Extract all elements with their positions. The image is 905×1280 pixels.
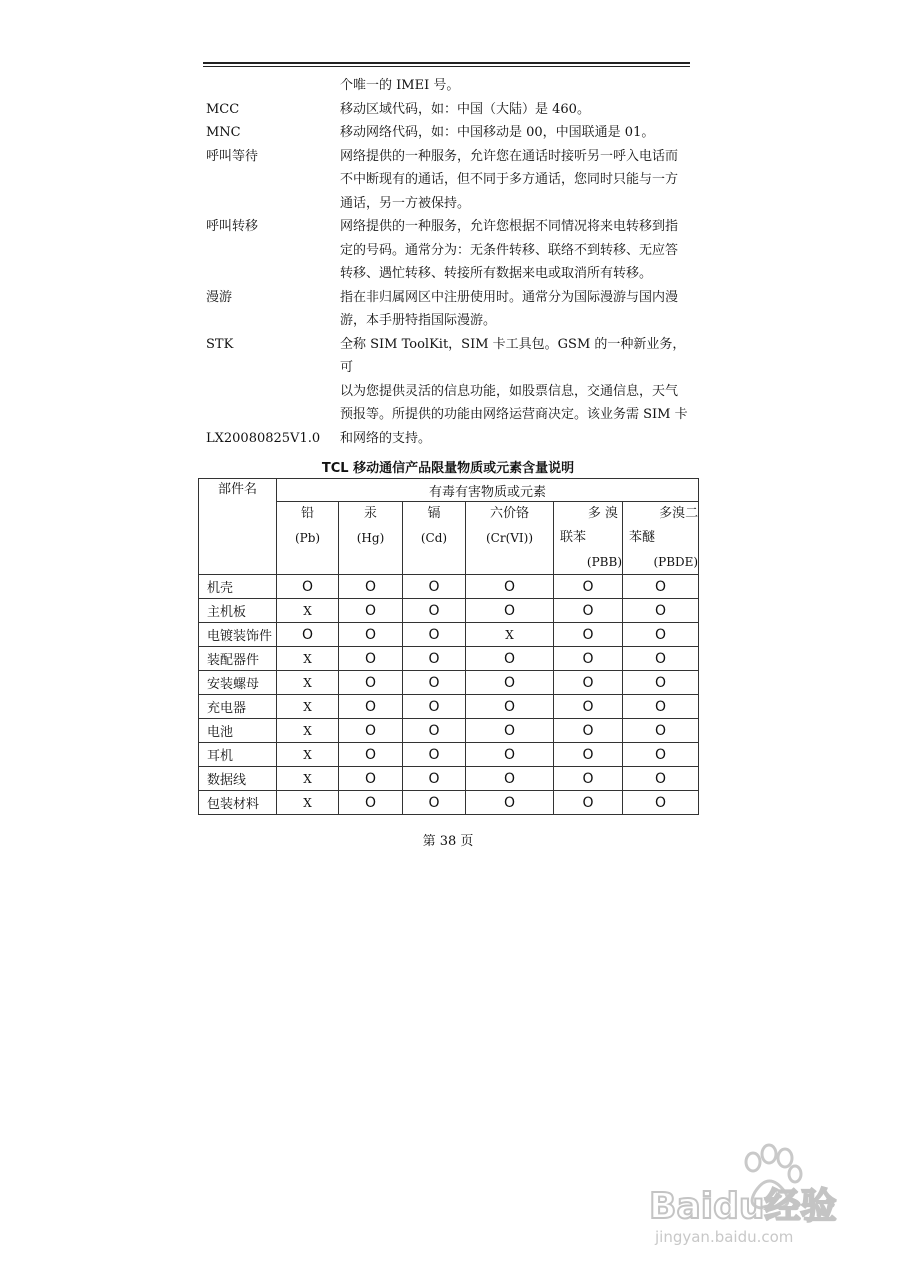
substance-table — [198, 478, 699, 815]
substance-mark: O — [466, 719, 554, 743]
substance-mark: O — [403, 671, 466, 695]
substance-symbol: (PBDE) — [653, 555, 699, 569]
substance-mark: O — [623, 671, 699, 695]
table-row — [199, 671, 699, 695]
substance-mark: X — [466, 623, 554, 647]
substance-mark: O — [554, 743, 623, 767]
substance-mark: O — [403, 599, 466, 623]
part-name: 主机板 — [199, 599, 277, 623]
substance-mark: O — [403, 719, 466, 743]
substance-header — [277, 502, 339, 575]
substance-symbol: (Pb) — [294, 531, 321, 545]
definition-line: 全称 SIM ToolKit，SIM 卡工具包。GSM 的一种新业务，可 — [340, 336, 686, 375]
substance-mark: O — [339, 623, 403, 647]
substance-mark: O — [339, 647, 403, 671]
definition-line: 以为您提供灵活的信息功能，如股票信息，交通信息，天气 — [340, 383, 679, 399]
header-rule — [203, 62, 690, 64]
substance-mark: O — [623, 575, 699, 599]
part-name: 数据线 — [199, 767, 277, 791]
definition-line: 网络提供的一种服务，允许您根据不同情况将来电转移到指 — [340, 219, 679, 234]
substance-mark: O — [623, 623, 699, 647]
substance-mark: O — [554, 623, 623, 647]
substance-name: 多溴二 — [659, 506, 699, 521]
substance-mark: O — [466, 647, 554, 671]
watermark-url: jingyan.baidu.com — [655, 1228, 794, 1246]
glossary-entry — [206, 215, 696, 286]
substance-mark: O — [339, 791, 403, 815]
group-header: 有毒有害物质或元素 — [277, 479, 699, 502]
substance-symbol: (Cr(VI)) — [485, 531, 534, 545]
substance-mark: O — [466, 743, 554, 767]
definition-line: 个唯一的 IMEI 号。 — [340, 78, 460, 93]
substance-name-cont: 联苯 — [560, 530, 587, 545]
part-header: 部件名 — [199, 479, 277, 575]
substance-mark: O — [403, 575, 466, 599]
glossary-term — [206, 74, 340, 98]
definition-line: 不中断现有的通话，但不同于多方通话，您同时只能与一方 — [340, 172, 679, 187]
substance-mark: O — [277, 623, 339, 647]
substance-mark: O — [339, 575, 403, 599]
glossary-definition — [340, 74, 696, 98]
substance-mark: X — [277, 599, 339, 623]
substance-mark: O — [339, 719, 403, 743]
baidu-watermark — [645, 1140, 875, 1250]
substance-mark: O — [554, 719, 623, 743]
substance-mark: O — [623, 695, 699, 719]
definition-line: 移动区域代码，如：中国（大陆）是 460。 — [340, 101, 590, 117]
substance-mark: X — [277, 647, 339, 671]
part-name: 安装螺母 — [199, 671, 277, 695]
substance-mark: O — [623, 647, 699, 671]
substance-mark: O — [403, 767, 466, 791]
substance-header — [623, 502, 699, 575]
header-rule-thin — [203, 66, 690, 67]
glossary-definition — [340, 286, 696, 333]
substance-header — [339, 502, 403, 575]
substance-mark: O — [623, 599, 699, 623]
table-row — [199, 647, 699, 671]
glossary — [206, 74, 696, 450]
table-row — [199, 599, 699, 623]
substance-mark: O — [466, 791, 554, 815]
substance-mark: O — [554, 695, 623, 719]
substance-symbol: (Cd) — [420, 531, 448, 545]
substance-name-cont: 苯醚 — [629, 530, 656, 545]
table-row — [199, 743, 699, 767]
substance-mark: O — [403, 647, 466, 671]
substance-name: 铅 — [300, 506, 314, 521]
table-row — [199, 719, 699, 743]
glossary-term: 呼叫转移 — [206, 219, 259, 234]
substance-mark: O — [554, 767, 623, 791]
substance-mark: O — [403, 623, 466, 647]
substance-mark: O — [554, 575, 623, 599]
definition-line: 网络提供的一种服务，允许您在通话时接听另一呼入电话而 — [340, 148, 679, 164]
substance-mark: O — [554, 647, 623, 671]
substance-header — [554, 502, 623, 575]
page-number: 第 38 页 — [422, 834, 474, 849]
table-row — [199, 575, 699, 599]
part-name: 装配器件 — [199, 647, 277, 671]
substance-mark: O — [554, 671, 623, 695]
glossary-entry — [206, 74, 696, 98]
substance-mark: X — [277, 695, 339, 719]
definition-line: 指在非归属网区中注册使用时。通常分为国际漫游与国内漫 — [340, 289, 679, 305]
substance-symbol: (Hg) — [356, 531, 385, 545]
table-row — [199, 623, 699, 647]
substance-mark: O — [623, 719, 699, 743]
substance-mark: O — [623, 743, 699, 767]
substance-mark: O — [339, 743, 403, 767]
substance-name: 六价铬 — [489, 506, 529, 521]
substance-mark: X — [277, 671, 339, 695]
definition-line: 转移、遇忙转移、转接所有数据来电或取消所有转移。 — [340, 266, 653, 281]
substance-mark: O — [277, 575, 339, 599]
table-row — [199, 695, 699, 719]
table-row — [199, 791, 699, 815]
table-title: TCL 移动通信产品限量物质或元素含量说明 — [321, 461, 575, 476]
substance-mark: O — [466, 671, 554, 695]
glossary-definition — [340, 145, 696, 216]
glossary-definition — [340, 333, 696, 451]
part-name: 机壳 — [199, 575, 277, 599]
part-name: 充电器 — [199, 695, 277, 719]
part-name: 包装材料 — [199, 791, 277, 815]
substance-mark: O — [339, 767, 403, 791]
substance-mark: X — [277, 743, 339, 767]
substance-mark: O — [623, 767, 699, 791]
definition-line: 和网络的支持。 — [340, 430, 432, 446]
glossary-term: 呼叫等待 — [206, 148, 259, 164]
definition-line: 通话，另一方被保持。 — [340, 195, 471, 211]
substance-header — [466, 502, 554, 575]
glossary-term: MNC — [206, 125, 241, 140]
definition-line: 移动网络代码，如：中国移动是 00，中国联通是 01。 — [340, 125, 655, 140]
glossary-definition — [340, 215, 696, 286]
substance-name: 汞 — [363, 506, 377, 521]
glossary-term: STK — [206, 336, 234, 352]
substance-header — [403, 502, 466, 575]
part-name: 耳机 — [199, 743, 277, 767]
version-code: LX20080825V1.0 — [206, 431, 321, 446]
glossary-entry — [206, 121, 696, 145]
substance-symbol: (PBB) — [586, 555, 622, 569]
watermark-brand: Baidu经验 — [649, 1186, 837, 1227]
substance-mark: O — [466, 767, 554, 791]
substance-mark: O — [339, 599, 403, 623]
glossary-entry — [206, 145, 696, 216]
part-name: 电池 — [199, 719, 277, 743]
glossary-term: MCC — [206, 101, 240, 117]
substance-mark: O — [466, 575, 554, 599]
substance-mark: O — [554, 791, 623, 815]
substance-mark: O — [466, 599, 554, 623]
substance-mark: O — [339, 695, 403, 719]
glossary-definition — [340, 98, 696, 122]
substance-mark: O — [623, 791, 699, 815]
substance-mark: O — [554, 599, 623, 623]
glossary-entry — [206, 98, 696, 122]
definition-line: 游，本手册特指国际漫游。 — [340, 313, 497, 328]
definition-line: 定的号码。通常分为：无条件转移、联络不到转移、无应答 — [340, 242, 679, 258]
substance-mark: O — [466, 695, 554, 719]
substance-mark: O — [403, 791, 466, 815]
definition-line: 预报等。所提供的功能由网络运营商决定。该业务需 SIM 卡 — [340, 407, 688, 422]
substance-mark: X — [277, 719, 339, 743]
table-row — [199, 767, 699, 791]
substance-mark: O — [403, 743, 466, 767]
substance-mark: O — [403, 695, 466, 719]
substance-mark: O — [339, 671, 403, 695]
glossary-entry — [206, 286, 696, 333]
substance-name: 多 溴 — [587, 506, 618, 521]
substance-mark: X — [277, 791, 339, 815]
substance-name: 镉 — [427, 506, 441, 521]
glossary-term: 漫游 — [206, 289, 233, 305]
substance-mark: X — [277, 767, 339, 791]
part-name: 电镀装饰件 — [199, 623, 277, 647]
glossary-definition — [340, 121, 696, 145]
